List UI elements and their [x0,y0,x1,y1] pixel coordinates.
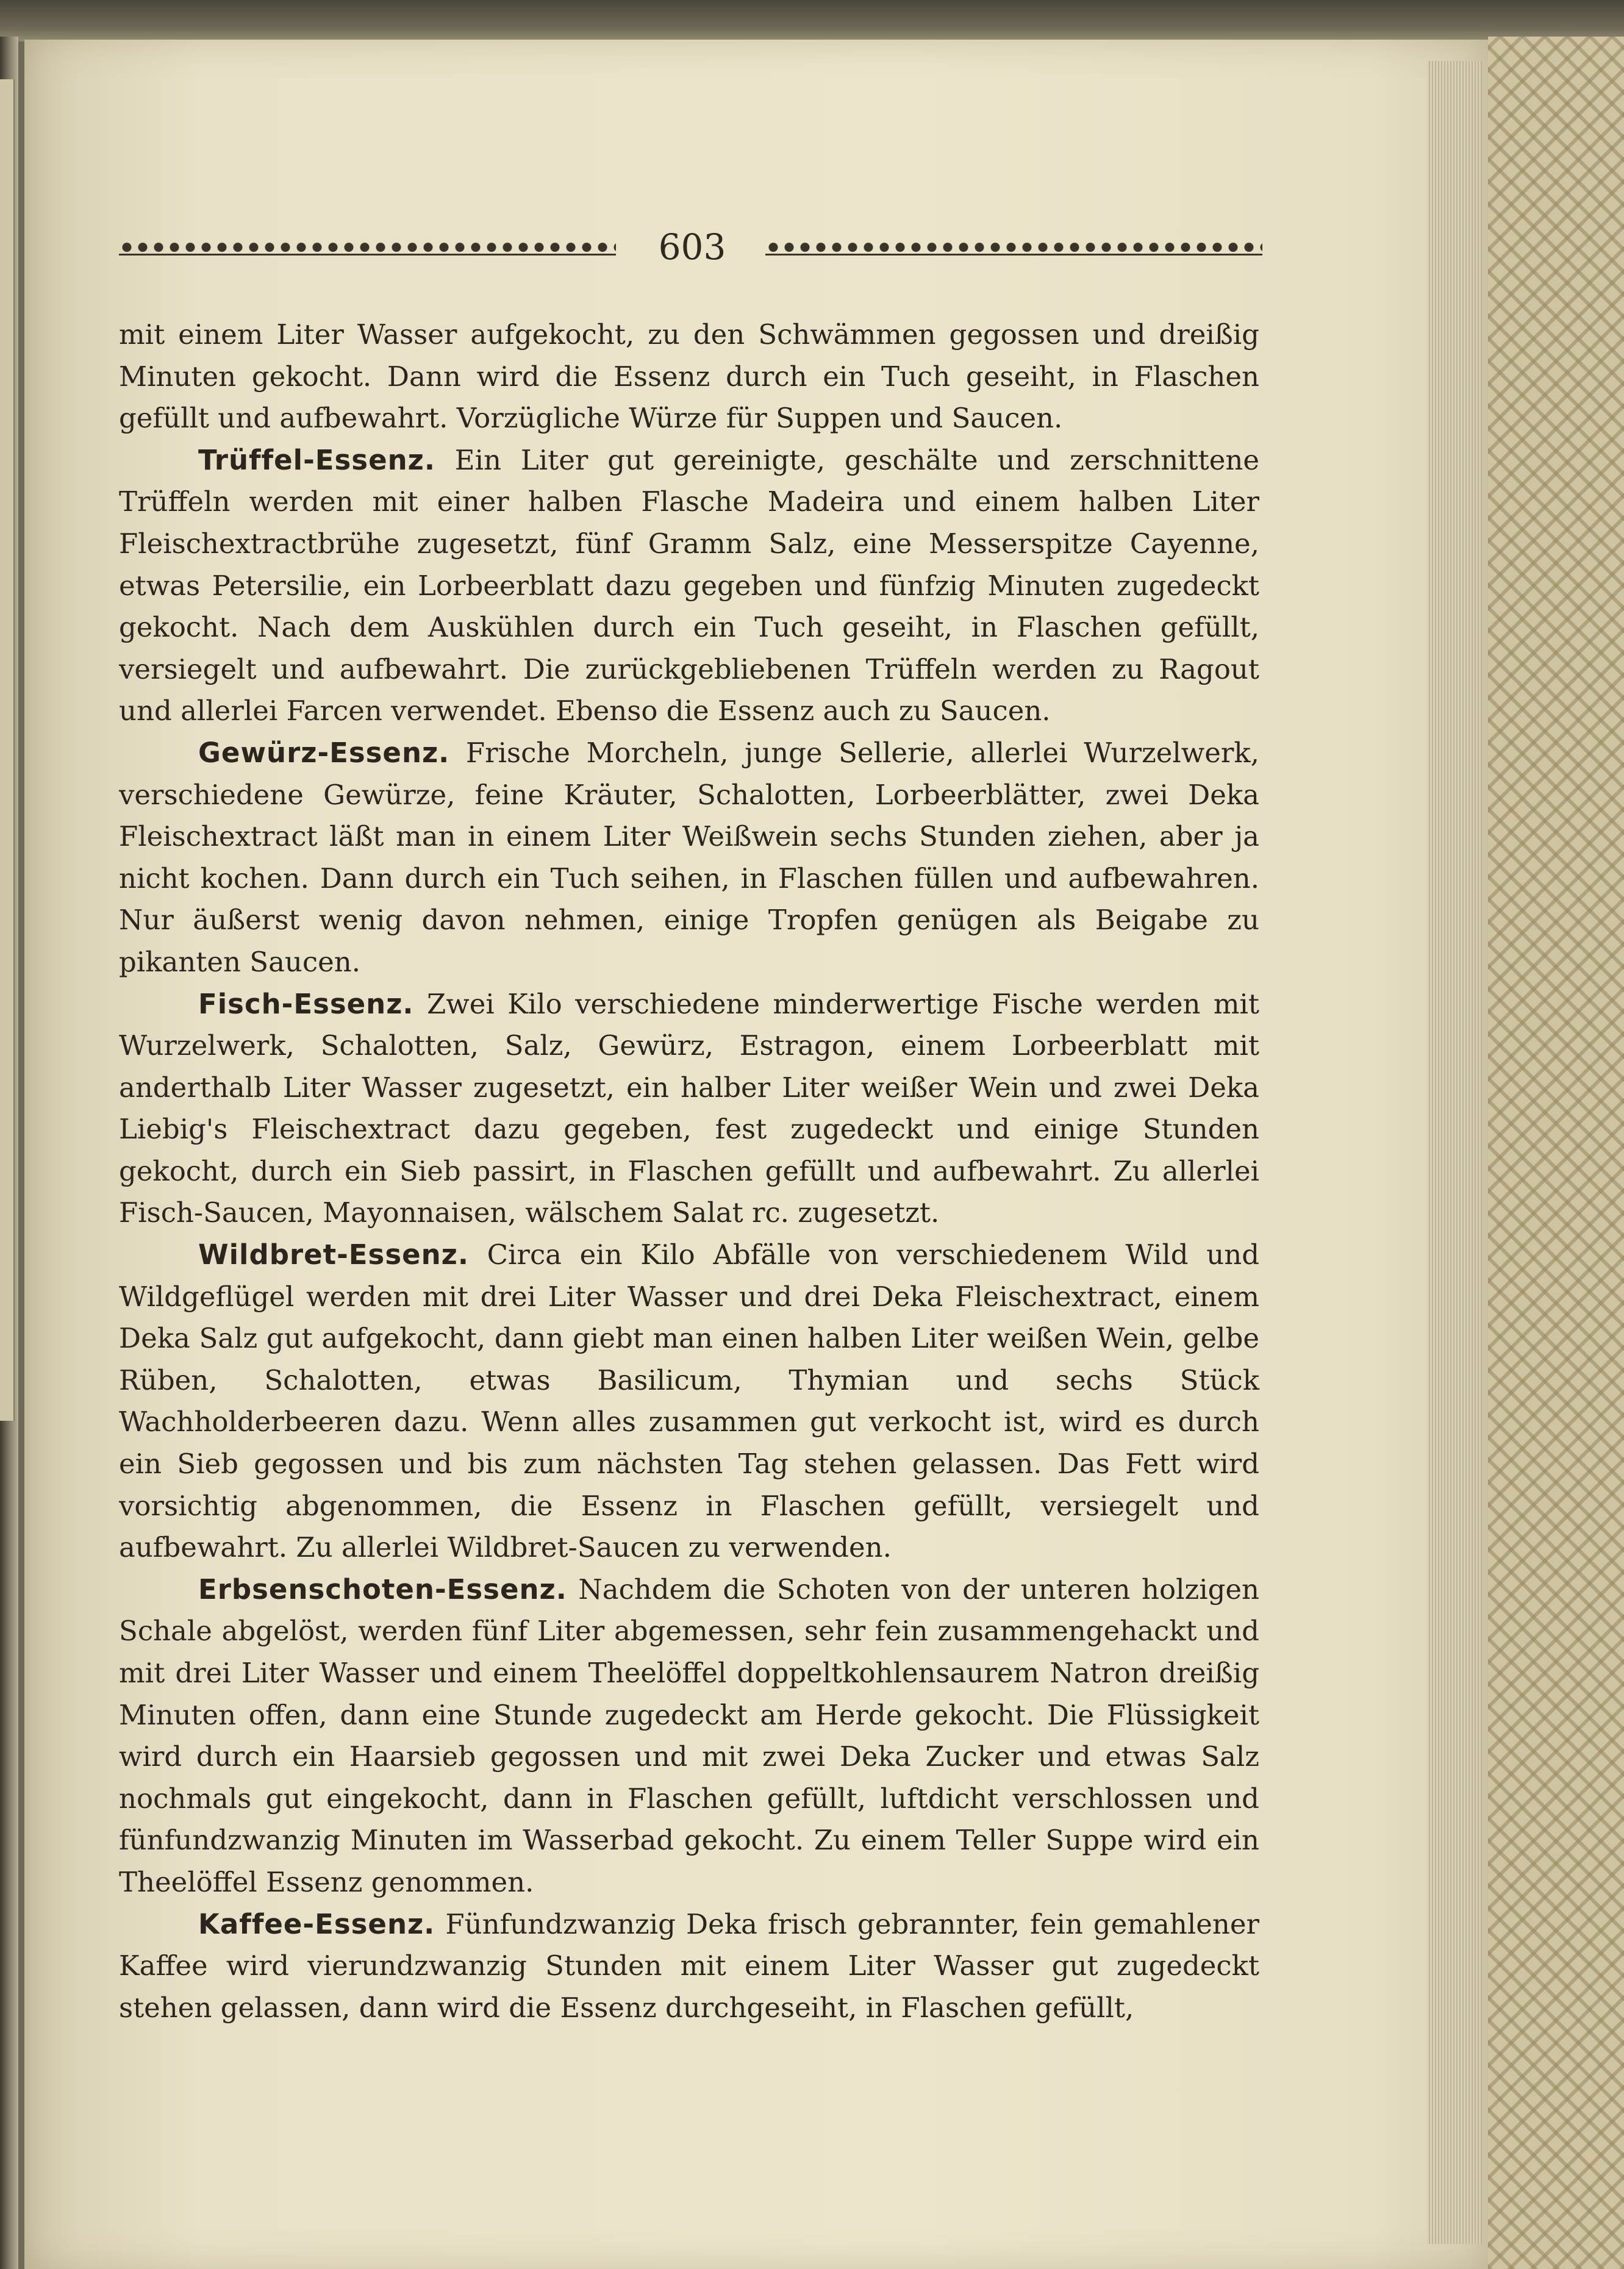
entry-heading: Gewürz-Essenz. [198,736,450,769]
book-binding [1488,37,1624,2269]
entry-text: Frische Morcheln, junge Sellerie, allerlei Wurzelwerk, verschiedene Gewürze, feine Kräuter, Schalotten, Lorbeerblätter, zwei Deka Fleischextract läßt man in einem Liter Weißwein sechs Stunden ziehen, aber ja nicht kochen. Dann durch ein Tuch seihen, in Flaschen füllen und aufbewahren. Nur äußerst wenig davon nehmen, einige Tropfen genügen als Beigabe zu pikanten Saucen. [119,736,1259,978]
intro-paragraph: mit einem Liter Wasser aufgekocht, zu den Schwämmen gegossen und dreißig Minuten gekocht. Dann wird die Essenz durch ein Tuch geseiht, in Flaschen gefüllt und aufbewahrt. Vorzügliche Würze für Suppen und Saucen. [119,318,1259,435]
page-body [119,314,1259,2029]
entry-heading: Erbsenschoten-Essenz. [198,1573,567,1606]
facing-page-sliver [0,79,15,1421]
entry-gewuerz-essenz [119,732,1259,984]
entry-kaffee-essenz [119,1904,1259,2029]
entry-heading: Wildbret-Essenz. [198,1238,469,1271]
entry-erbsenschoten-essenz [119,1569,1259,1904]
header-ornament-right [765,239,1262,257]
entry-wildbret-essenz [119,1234,1259,1569]
scan-top-shadow [0,0,1624,41]
page-number: 603 [658,226,726,268]
entry-trueffel-essenz [119,440,1259,732]
entry-heading: Kaffee-Essenz. [198,1907,435,1940]
entry-fisch-essenz [119,984,1259,1235]
header-ornament-left [119,239,616,257]
entry-text: Nachdem die Schoten von der unteren holzigen Schale abgelöst, werden fünf Liter abgemessen, sehr fein zusammengehackt und mit drei Liter Wasser und einem Theelöffel doppeltkohlensaurem Natron dreißig Minuten offen, dann eine Stunde zugedeckt am Herde gekocht. Die Flüssigkeit wird durch ein Haarsieb gegossen und mit zwei Deka Zucker und etwas Salz nochmals gut eingekocht, dann in Flaschen gefüllt, luftdicht verschlossen und fünfundzwanzig Minuten im Wasserbad gekocht. Zu einem Teller Suppe wird ein Theelöffel Essenz genommen. [119,1573,1260,1898]
entry-text: Circa ein Kilo Abfälle von verschiedenem Wild und Wildgeflügel werden mit drei Liter Wasser und drei Deka Fleischextract, einem Deka Salz gut aufgekocht, dann giebt man einen halben Liter weißen Wein, gelbe Rüben, Schalotten, etwas Basilicum, Thymian und sechs Stück Wachholderbeeren dazu. Wenn alles zusammen gut verkocht ist, wird es durch ein Sieb gegossen und bis zum nächsten Tag stehen gelassen. Das Fett wird vorsichtig abgenommen, die Essenz in Flaschen gefüllt, versiegelt und aufbewahrt. Zu allerlei Wildbret-Saucen zu verwenden. [119,1238,1259,1564]
entry-text: Fünfundzwanzig Deka frisch gebrannter, fein gemahlener Kaffee wird vierundzwanzig Stunden mit einem Liter Wasser gut zugedeckt stehen gelassen, dann wird die Essenz durchgeseiht, in Flaschen gefüllt, [119,1907,1259,2024]
page-header [119,226,1265,274]
page-edges [1427,61,1482,2244]
entry-text: Zwei Kilo verschiedene minderwertige Fische werden mit Wurzelwerk, Schalotten, Salz, Gewürz, Estragon, einem Lorbeerblatt mit anderthalb Liter Wasser zugesetzt, ein halber Liter weißer Wein und zwei Deka Liebig's Fleischextract dazu gegeben, fest zugedeckt und einige Stunden gekocht, durch ein Sieb passirt, in Flaschen gefüllt und aufbewahrt. Zu allerlei Fisch-Saucen, Mayonnaisen, wälschem Salat rc. zugesetzt. [119,987,1260,1229]
entry-heading: Trüffel-Essenz. [198,443,435,476]
entry-heading: Fisch-Essenz. [198,987,414,1020]
entry-text: Ein Liter gut gereinigte, geschälte und zerschnittene Trüffeln werden mit einer halben Flasche Madeira und einem halben Liter Fleischextractbrühe zugesetzt, fünf Gramm Salz, eine Messerspitze Cayenne, etwas Petersilie, ein Lorbeerblatt dazu gegeben und fünfzig Minuten zugedeckt gekocht. Nach dem Auskühlen durch ein Tuch geseiht, in Flaschen gefüllt, versiegelt und aufbewahrt. Die zurückgebliebenen Trüffeln werden zu Ragout und allerlei Farcen verwendet. Ebenso die Essenz auch zu Saucen. [119,443,1259,727]
